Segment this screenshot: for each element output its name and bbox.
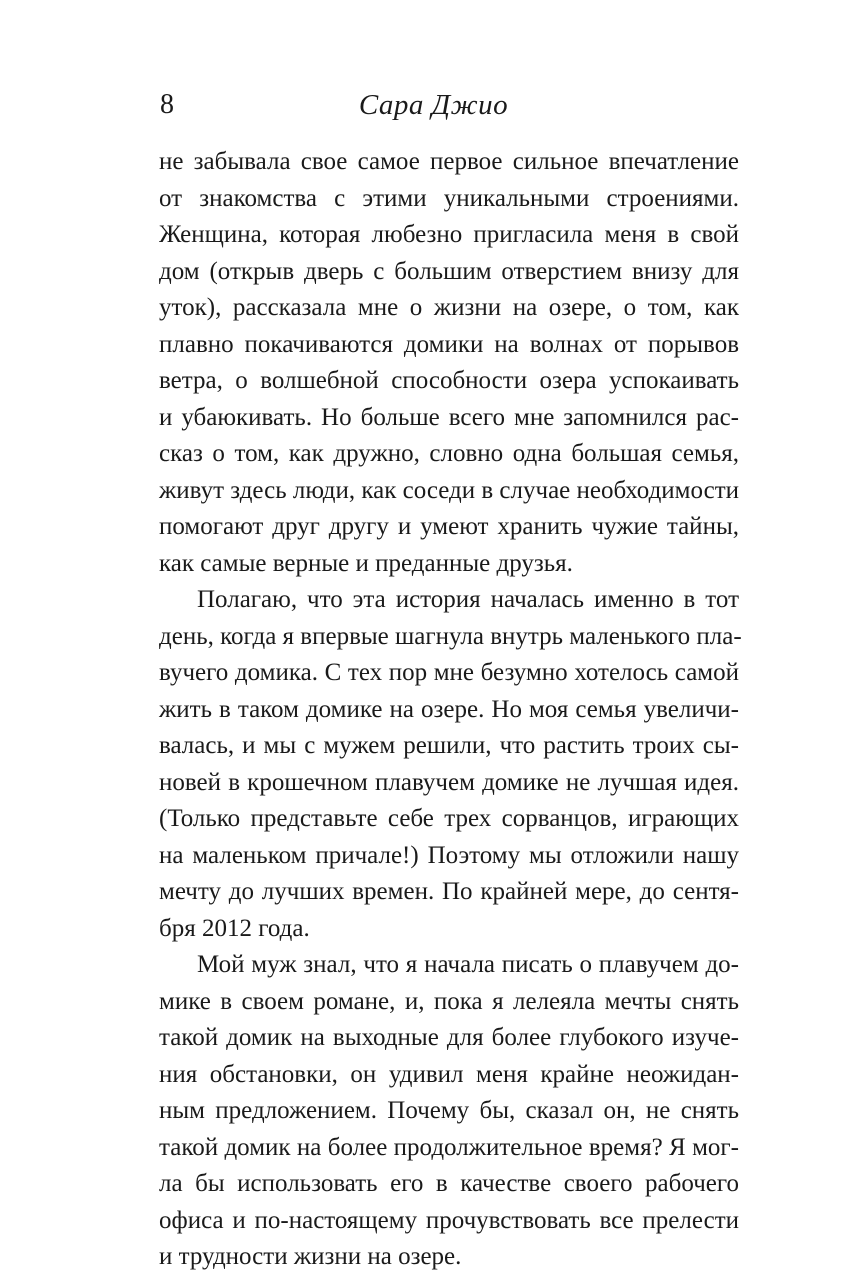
text-line: помогают друг другу и умеют хранить чужие тайны, — [159, 513, 739, 540]
text-line: ветра, о волшебной способности озера успокаивать — [159, 367, 739, 394]
text-line: ния обстановки, он удивил меня крайне неожидан- — [159, 1060, 739, 1088]
text-line: плавно покачиваются домики на волнах от порывов — [159, 330, 739, 358]
text-line: дом (открыв дверь с большим отверстием внизу для — [159, 257, 739, 285]
text-line: мике в своем романе, и, пока я лелеяла мечты снять — [159, 987, 739, 1015]
text-line: Женщина, которая любезно пригласила меня в свой — [159, 221, 739, 248]
text-line: такой домик на более продолжительное время? Я мог- — [159, 1133, 739, 1161]
text-line: офиса и по-настоящему прочувствовать все прелести — [159, 1206, 739, 1234]
text-line: и трудности жизни на озере. — [159, 1243, 462, 1270]
text-line: мечту до лучших времен. По крайней мере, до сентя- — [159, 878, 739, 905]
text-line: Мой муж знал, что я начала писать о плавучем до- — [197, 951, 739, 978]
paragraph-1 — [159, 144, 739, 582]
text-line: новей в крошечном плавучем домике не лучшая идея. — [159, 768, 739, 796]
paragraph-2 — [159, 582, 742, 947]
text-line: уток), рассказала мне о жизни на озере, о том, как — [159, 294, 739, 321]
text-line: живут здесь люди, как соседи в случае необходимости — [159, 476, 740, 504]
running-head-title: Сара Джио — [358, 89, 509, 121]
paragraph-3 — [159, 947, 739, 1276]
text-line: от знакомства с этими уникальными строениями. — [159, 184, 739, 212]
text-line: на маленьком причале!) Поэтому мы отложили нашу — [159, 841, 739, 869]
text-line: как самые верные и преданные друзья. — [159, 549, 573, 577]
text-line: валась, и мы с мужем решили, что растить троих сы- — [159, 732, 739, 759]
text-line: Полагаю, что эта история началась именно в тот — [197, 586, 739, 613]
page-number: 8 — [160, 89, 174, 120]
body-text — [159, 144, 742, 1276]
text-line: бря 2012 года. — [159, 914, 310, 942]
text-line: (Только представьте себе трех сорванцов, играющих — [159, 805, 739, 832]
text-line: ным предложением. Почему бы, сказал он, не снять — [159, 1097, 739, 1124]
text-line: день, когда я впервые шагнула внутрь маленького пла- — [159, 622, 742, 650]
text-line: и убаюкивать. Но больше всего мне запомнился рас- — [159, 403, 739, 431]
text-line: сказ о том, как дружно, словно одна большая семья, — [159, 440, 739, 467]
text-line: жить в таком домике на озере. Но моя семья увеличи- — [159, 695, 739, 723]
text-line: такой домик на выходные для более глубокого изуче- — [159, 1024, 739, 1051]
text-line: не забывала свое самое первое сильное впечатление — [159, 148, 739, 175]
text-line: ла бы использовать его в качестве своего рабочего — [159, 1170, 739, 1197]
text-line: вучего домика. С тех пор мне безумно хотелось самой — [159, 659, 739, 686]
